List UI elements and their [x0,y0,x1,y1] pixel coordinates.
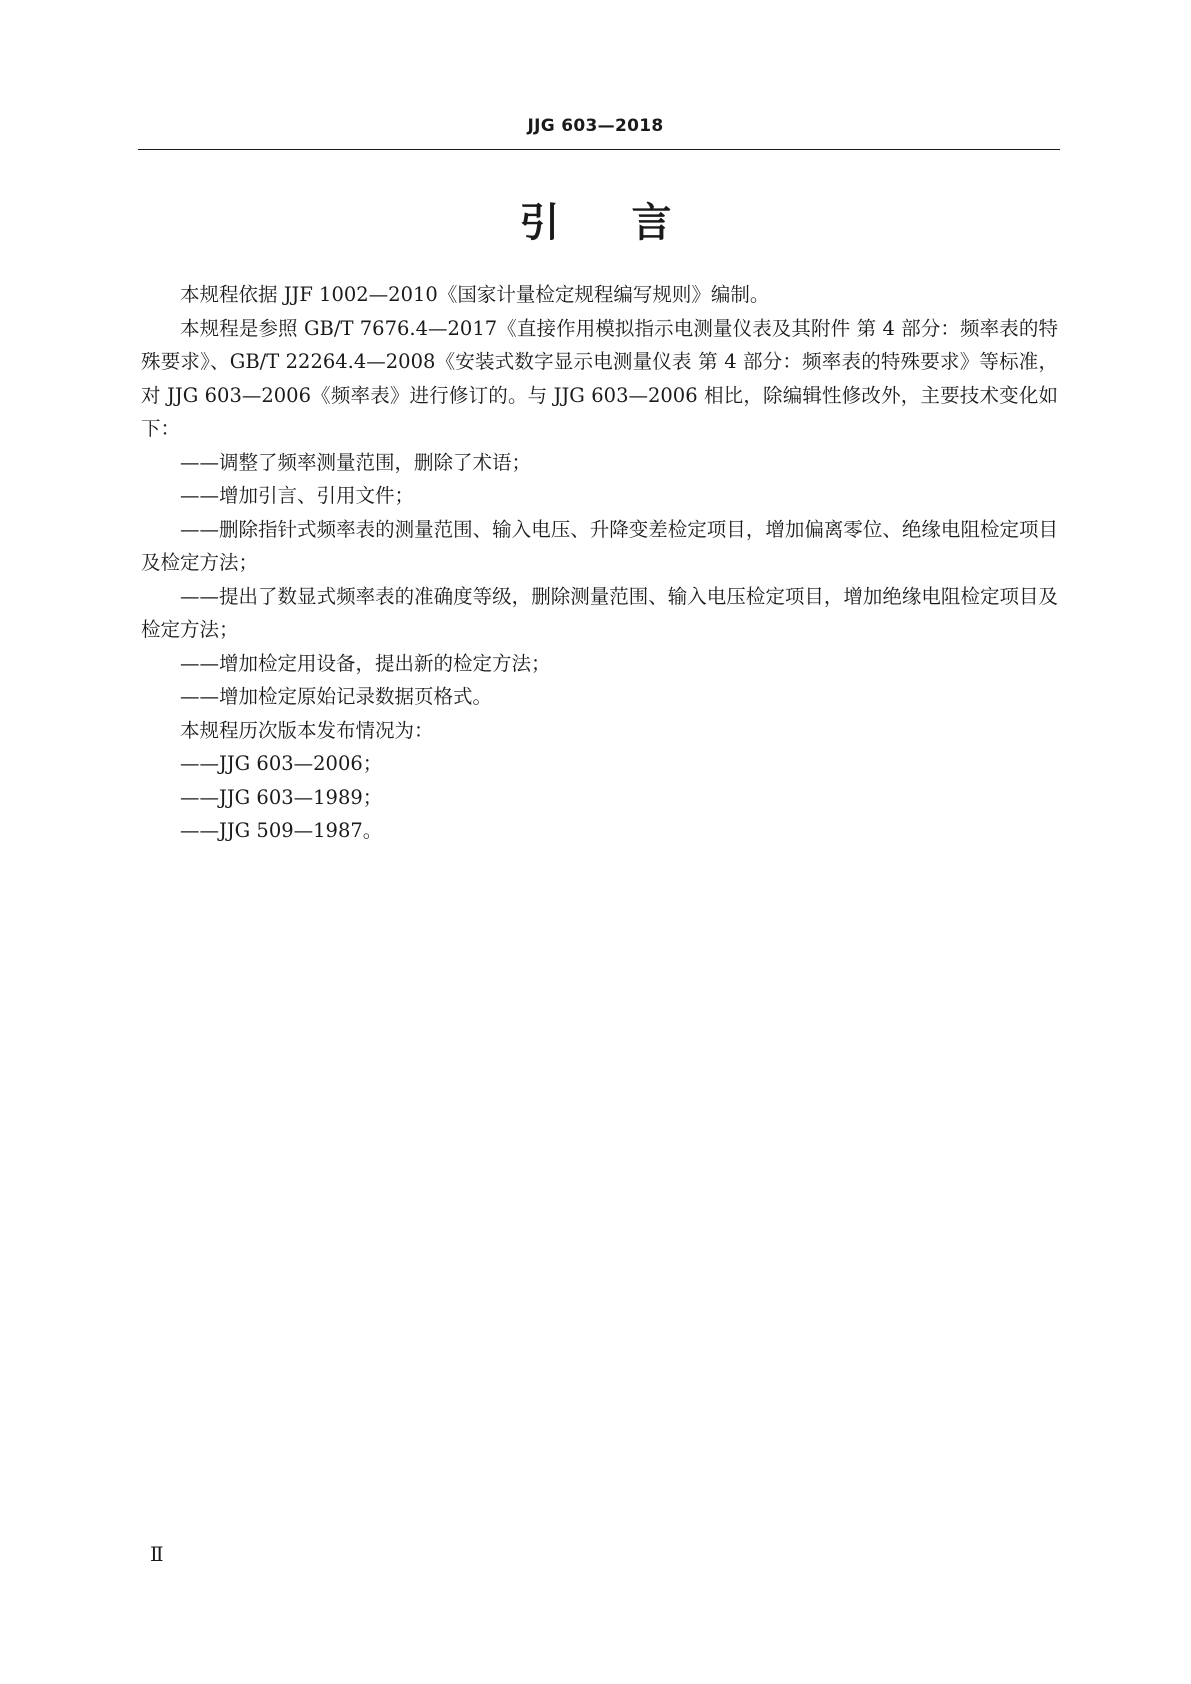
title-char-2: 言 [631,200,672,246]
header-rule [138,149,1060,150]
change-item: ——增加检定原始记录数据页格式。 [180,685,493,708]
change-item: ——调整了频率测量范围，删除了术语； [180,450,532,474]
history-intro: 本规程历次版本发布情况为： [180,718,434,742]
change-item: ——提出了数显式频率表的准确度等级，删除测量范围、输入电压检定项目，增加绝缘电阻检定项目及检定方法； [141,584,1058,641]
change-item: ——增加引言、引用文件； [180,484,415,507]
paragraph-basis: 本规程依据 JJF 1002—2010《国家计量检定规程编写规则》编制。 [180,283,770,306]
title-char-1: 引 [519,200,560,246]
page-number: Ⅱ [150,1542,164,1566]
paragraph-reference: 本规程是参照 GB/T 7676.4—2017《直接作用模拟指示电测量仪表及其附件 第 4 部分：频率表的特殊要求》、GB/T 22264.4—2008《安装式数字显示电测量仪表 第 4 部分：频率表的特殊要求》等标准，对 JJG 603—2006《频率表》进行修订的。与 JJG 603—2006 相比，除编辑性修改外，主要技术变化如下： [141,316,1058,440]
change-item: ——增加检定用设备，提出新的检定方法； [180,651,551,675]
change-item: ——删除指针式频率表的测量范围、输入电压、升降变差检定项目，增加偏离零位、绝缘电阻检定项目及检定方法； [141,517,1058,574]
page-title [0,196,1191,250]
history-item: ——JJG 603—1989； [180,785,383,809]
history-item: ——JJG 509—1987。 [180,819,383,842]
history-item: ——JJG 603—2006； [180,752,383,775]
document-code-header: JJG 603—2018 [527,116,664,136]
body-text [141,278,1058,848]
